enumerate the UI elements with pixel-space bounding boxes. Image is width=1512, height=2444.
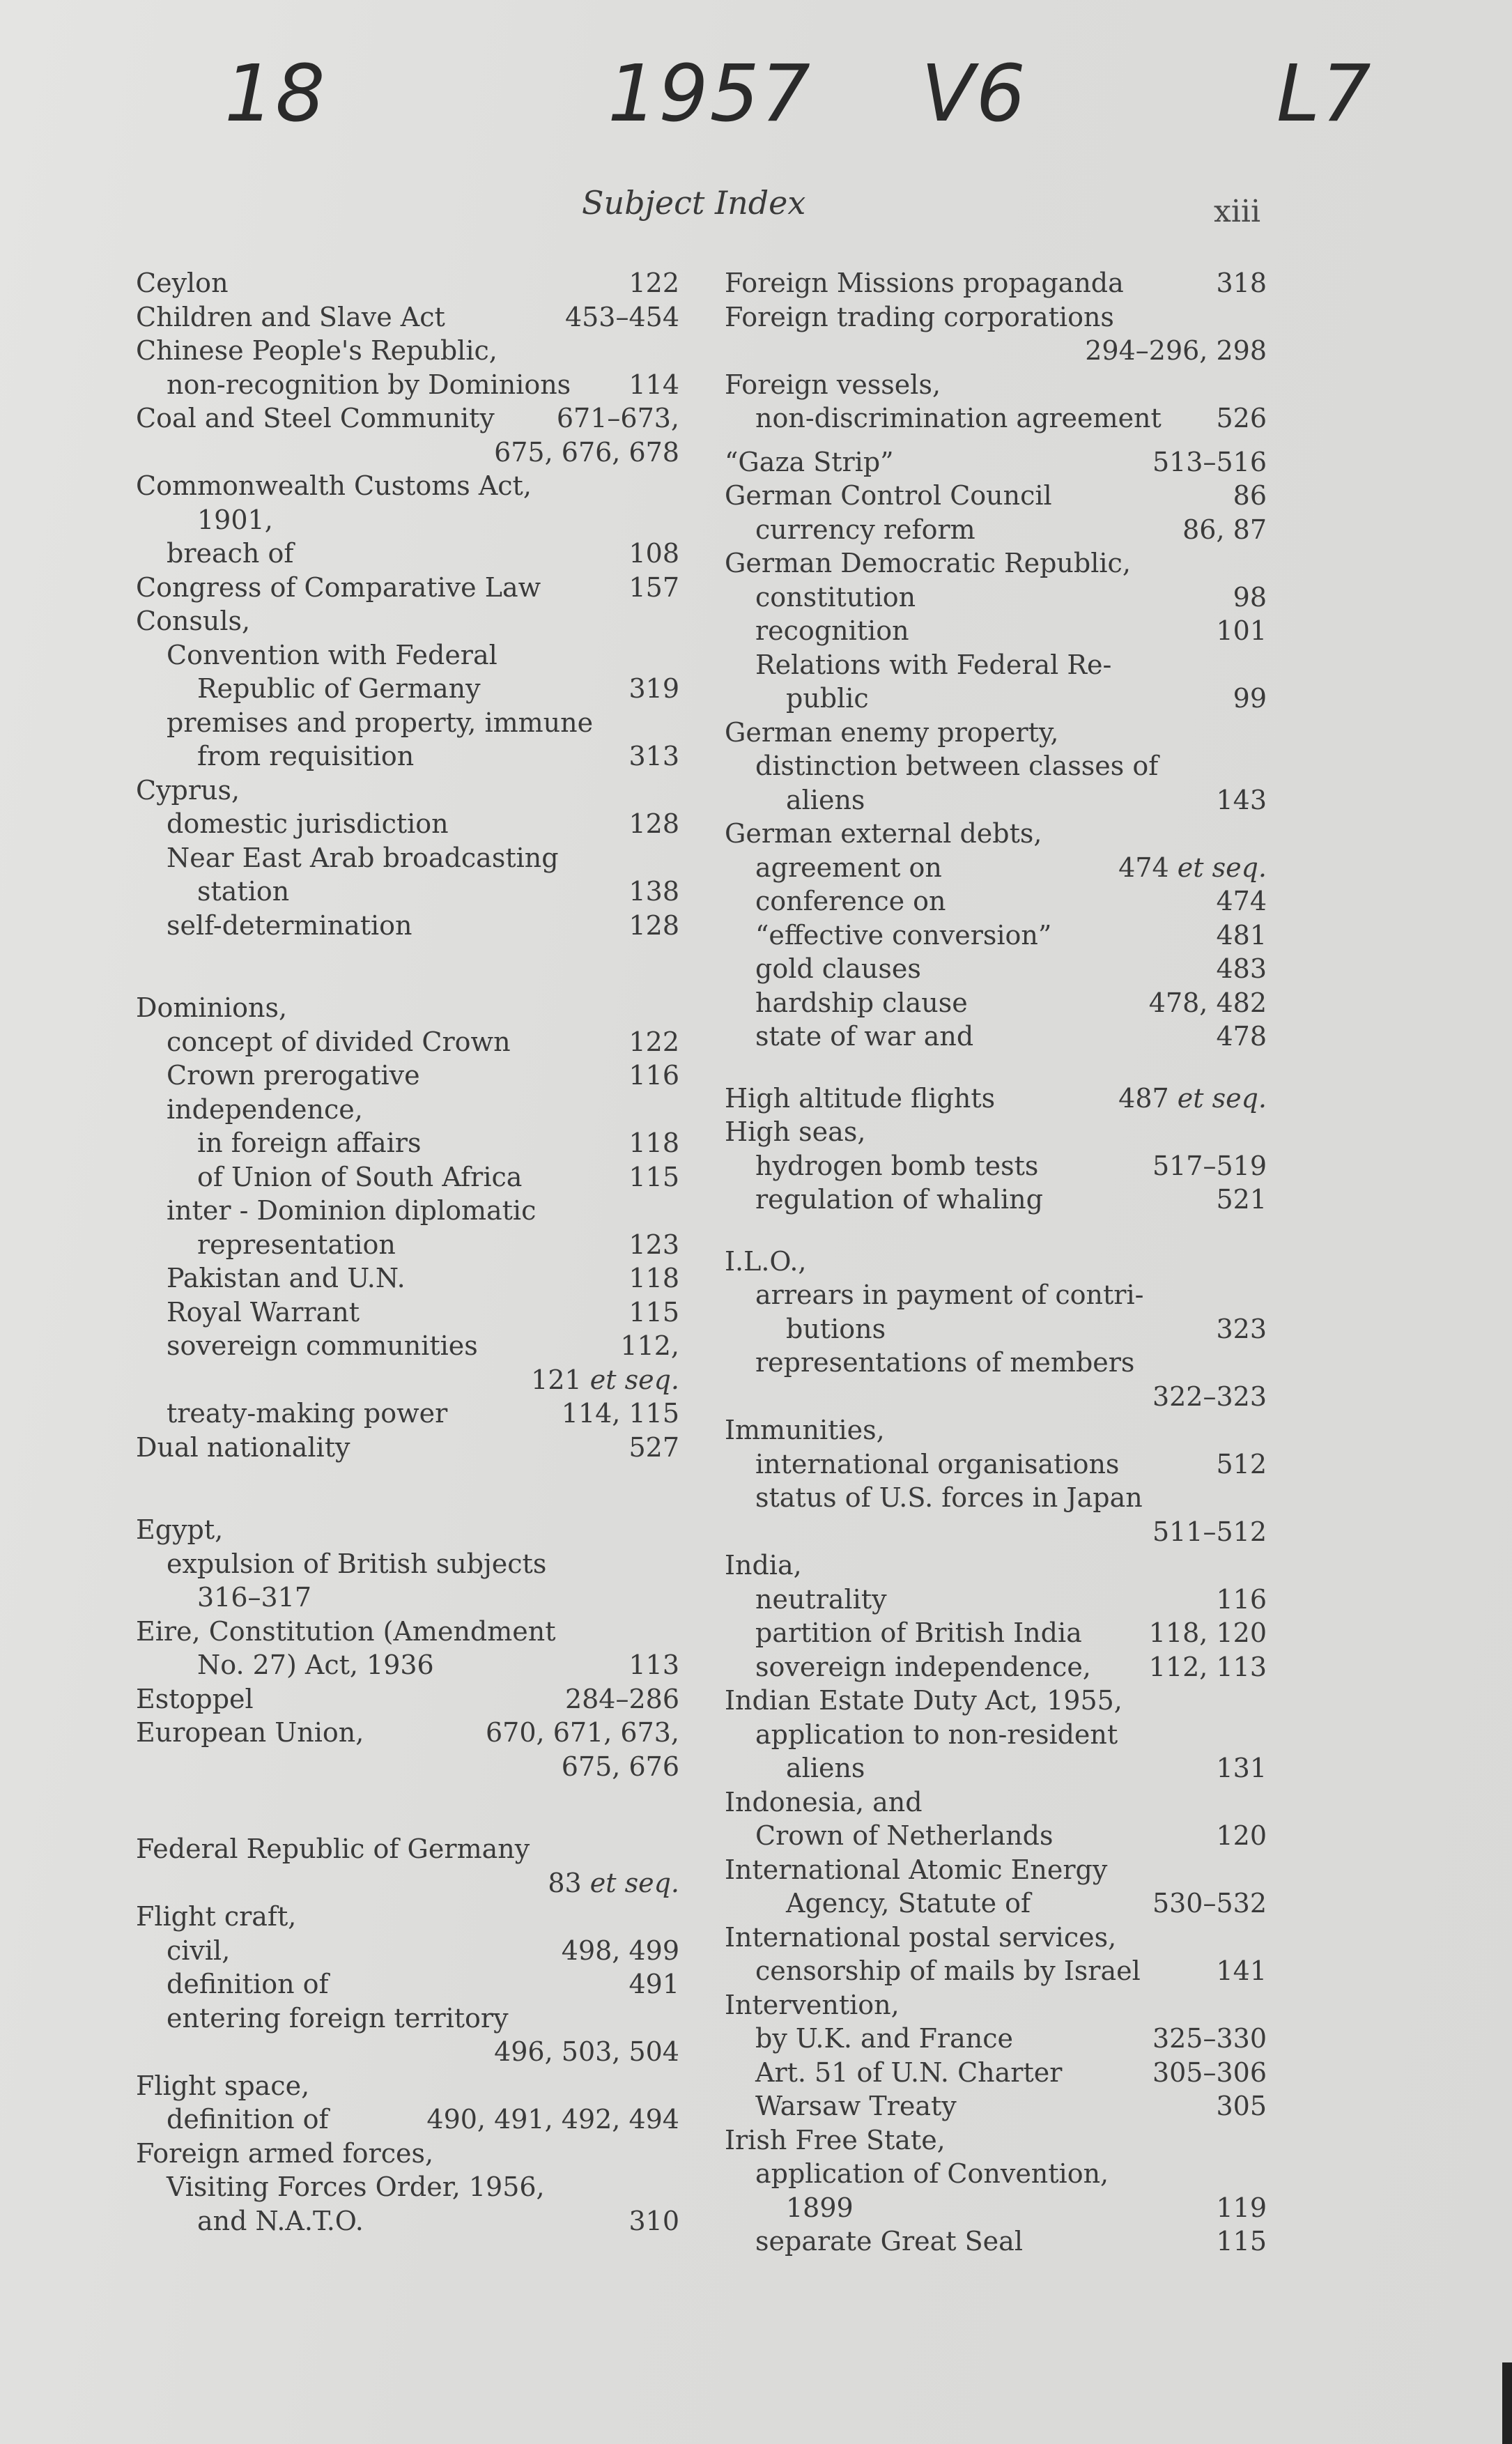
index-entry-term: Agency, Statute of — [786, 1888, 1031, 1919]
index-entry — [725, 1751, 1267, 1785]
index-entry — [725, 1583, 1267, 1617]
index-entry-pages: 115 — [628, 1296, 679, 1328]
index-entry-term: Royal Warrant — [167, 1296, 360, 1328]
index-entry-term: Ceylon — [136, 268, 229, 298]
index-entry-term: separate Great Seal — [755, 2226, 1023, 2257]
index-entry — [136, 706, 679, 740]
index-entry — [136, 841, 679, 875]
index-entry-term: aliens — [786, 784, 865, 815]
index-entry-pages: 115 — [1216, 2226, 1267, 2257]
index-entry-pages: 491 — [628, 1969, 679, 1999]
index-entry-term: currency reform — [755, 514, 975, 545]
index-entry-term: Commonwealth Customs Act, — [136, 470, 532, 501]
index-entry — [725, 1278, 1267, 1312]
index-entry-pages: 294–296, 298 — [1085, 335, 1267, 366]
index-entry-pages: 517–519 — [1152, 1150, 1267, 1181]
index-entry-term: agreement on — [755, 852, 942, 883]
index-entry — [725, 1988, 1267, 2022]
index-entry — [136, 300, 679, 335]
index-entry-pages: 121 et seq. — [531, 1364, 679, 1395]
index-entry — [136, 1547, 679, 1581]
index-entry — [725, 682, 1267, 716]
index-entry — [725, 749, 1267, 783]
index-entry-term: High altitude flights — [725, 1082, 996, 1114]
index-entry — [136, 1900, 679, 1934]
handwritten-note-4: L7 — [1276, 49, 1373, 139]
index-entry-term: International Atomic Energy — [725, 1854, 1108, 1885]
index-entry — [725, 1447, 1267, 1482]
index-entry-term: Federal Republic of Germany — [136, 1834, 530, 1864]
index-entry — [136, 1513, 679, 1547]
index-entry-term: Estoppel — [136, 1683, 254, 1714]
index-entry-term: Chinese People's Republic, — [136, 335, 497, 366]
index-entry — [725, 2089, 1267, 2123]
index-entry — [136, 1160, 679, 1194]
index-entry — [136, 2035, 679, 2069]
index-entry — [136, 875, 679, 909]
index-entry-term: of Union of South Africa — [197, 1161, 523, 1192]
index-entry — [725, 716, 1267, 750]
index-entry — [136, 638, 679, 673]
index-entry-term: non-recognition by Dominions — [167, 369, 571, 400]
index-entry — [136, 537, 679, 571]
index-entry — [725, 2123, 1267, 2158]
index-entry-term: Flight craft, — [136, 1901, 297, 1932]
index-entry — [725, 1183, 1267, 1217]
index-entry-pages: 141 — [1216, 1955, 1267, 1986]
index-entry-pages: 478 — [1216, 1021, 1267, 1052]
index-entry-term: treaty-making power — [167, 1398, 448, 1429]
index-entry — [136, 2204, 679, 2238]
index-entry-term: Indonesia, and — [725, 1786, 923, 1817]
index-entry-pages: 122 — [628, 268, 679, 298]
index-entry — [725, 1082, 1267, 1116]
index-entry-term: Foreign vessels, — [725, 369, 941, 400]
index-entry — [725, 266, 1267, 300]
index-entry-term: public — [786, 683, 869, 714]
index-entry-pages: 496, 503, 504 — [494, 2036, 679, 2067]
index-entry-term: state of war and — [755, 1021, 974, 1052]
index-entry-term: Art. 51 of U.N. Charter — [755, 2057, 1063, 2088]
index-entry-term: 1901, — [197, 504, 273, 535]
index-entry-term: Foreign trading corporations — [725, 301, 1114, 332]
index-entry-term: international organisations — [755, 1448, 1120, 1480]
index-entry-term: station — [197, 876, 290, 907]
index-entry — [136, 604, 679, 638]
index-entry-pages: 478, 482 — [1148, 987, 1267, 1018]
index-entry-term: Dominions, — [136, 992, 288, 1023]
index-entry-term: Eire, Constitution (Amendment — [136, 1615, 556, 1647]
index-entry — [136, 571, 679, 605]
index-entry — [725, 1149, 1267, 1183]
index-entry — [136, 266, 679, 300]
index-entry-pages: 453–454 — [564, 301, 679, 332]
index-entry-term: by U.K. and France — [755, 2023, 1013, 2054]
index-entry-term: domestic jurisdiction — [167, 808, 449, 839]
index-entry-term: Convention with Federal — [167, 639, 497, 670]
index-entry — [136, 1682, 679, 1716]
index-entry — [136, 1059, 679, 1093]
index-entry-pages: 530–532 — [1152, 1888, 1267, 1919]
index-entry-term: and N.A.T.O. — [197, 2205, 364, 2236]
index-entry — [725, 2224, 1267, 2259]
index-entry-pages: 305–306 — [1152, 2057, 1267, 2088]
index-entry-term: German external debts, — [725, 818, 1042, 849]
index-entry — [136, 2103, 679, 2137]
index-column-left — [136, 266, 679, 2238]
index-entry-pages: 284–286 — [564, 1683, 679, 1714]
index-entry — [136, 774, 679, 808]
index-entry-term: entering foreign territory — [167, 2002, 509, 2034]
index-entry — [725, 2056, 1267, 2090]
index-entry — [725, 334, 1267, 368]
index-entry-pages: 131 — [1216, 1753, 1267, 1783]
index-entry — [725, 986, 1267, 1020]
index-entry-term: German enemy property, — [725, 716, 1059, 748]
index-entry — [136, 334, 679, 368]
index-entry — [136, 1329, 679, 1363]
index-entry — [136, 368, 679, 402]
index-entry — [136, 1093, 679, 1127]
index-entry — [136, 672, 679, 706]
index-entry-term: hydrogen bomb tests — [755, 1150, 1039, 1181]
index-entry-pages: 115 — [628, 1161, 679, 1192]
index-entry — [725, 1886, 1267, 1921]
index-entry-term: Dual nationality — [136, 1431, 350, 1463]
index-entry-pages: 122 — [628, 1026, 679, 1057]
index-entry-pages: 118, 120 — [1148, 1617, 1267, 1648]
index-entry — [725, 1921, 1267, 1955]
index-entry-term: premises and property, immune — [167, 707, 594, 738]
index-entry-pages: 481 — [1216, 919, 1267, 951]
index-entry — [725, 919, 1267, 953]
index-entry-pages: 108 — [628, 538, 679, 569]
index-entry-pages: 512 — [1216, 1448, 1267, 1480]
index-entry-term: “effective conversion” — [755, 919, 1052, 951]
index-entry-term: Cyprus, — [136, 774, 240, 806]
index-entry — [136, 1716, 679, 1750]
index-entry-pages: 483 — [1216, 953, 1267, 984]
index-entry — [725, 851, 1267, 885]
handwritten-note-1: 18 — [224, 49, 327, 139]
index-entry-pages: 675, 676, 678 — [494, 436, 679, 468]
index-entry — [136, 1615, 679, 1649]
index-entry-pages: 521 — [1216, 1184, 1267, 1215]
index-entry-term: censorship of mails by Israel — [755, 1955, 1141, 1986]
index-column-right — [725, 266, 1267, 2259]
index-entry-term: High seas, — [725, 1116, 866, 1147]
index-entry — [725, 1380, 1267, 1414]
index-entry-pages: 675, 676 — [561, 1751, 679, 1782]
index-entry-term: No. 27) Act, 1936 — [197, 1650, 434, 1680]
index-entry-pages: 474 et seq. — [1118, 852, 1267, 883]
page-number: xiii — [1214, 194, 1261, 229]
index-entry — [725, 1413, 1267, 1447]
index-entry — [725, 2191, 1267, 2225]
index-entry-pages: 113 — [628, 1650, 679, 1680]
index-entry-pages: 487 et seq. — [1118, 1082, 1267, 1114]
index-entry-term: Crown prerogative — [167, 1060, 420, 1091]
index-entry-term: status of U.S. forces in Japan — [755, 1482, 1143, 1513]
index-entry-term: expulsion of British subjects — [167, 1548, 547, 1579]
index-entry — [725, 581, 1267, 615]
index-entry — [725, 401, 1267, 436]
index-entry-pages: 99 — [1233, 683, 1267, 714]
index-entry — [136, 1397, 679, 1431]
index-entry — [725, 1718, 1267, 1752]
index-entry — [725, 2022, 1267, 2056]
index-entry — [136, 991, 679, 1025]
index-entry-pages: 498, 499 — [561, 1935, 679, 1966]
index-entry-pages: 119 — [1216, 2192, 1267, 2223]
index-entry — [136, 2069, 679, 2103]
index-entry — [725, 1020, 1267, 1054]
index-entry-term: Consuls, — [136, 606, 251, 636]
index-entry-term: conference on — [755, 886, 946, 916]
index-entry-term: recognition — [755, 615, 909, 646]
index-entry-pages: 319 — [628, 673, 679, 704]
index-entry-pages: 98 — [1233, 581, 1267, 613]
index-entry — [725, 884, 1267, 919]
index-entry-pages: 118 — [628, 1263, 679, 1293]
index-entry-pages: 114, 115 — [561, 1398, 679, 1429]
index-entry — [136, 739, 679, 774]
index-entry-term: Immunities, — [725, 1415, 885, 1445]
index-entry-term: butions — [786, 1313, 886, 1344]
index-entry-term: Irish Free State, — [725, 2124, 946, 2155]
index-entry-term: sovereign communities — [167, 1330, 478, 1361]
index-entry-term: Visiting Forces Order, 1956, — [167, 2172, 545, 2202]
index-entry — [136, 2137, 679, 2171]
index-entry-term: Foreign Missions propaganda — [725, 268, 1124, 298]
index-entry — [725, 783, 1267, 817]
index-entry-pages: 112, 113 — [1148, 1651, 1267, 1682]
index-entry-term: Intervention, — [725, 1989, 900, 2020]
index-entry-term: aliens — [786, 1753, 865, 1783]
index-entry-term: Near East Arab broadcasting — [167, 842, 559, 873]
index-entry-term: “Gaza Strip” — [725, 446, 894, 477]
index-entry — [136, 503, 679, 537]
index-entry — [136, 1581, 679, 1615]
index-entry-pages: 322–323 — [1152, 1381, 1267, 1412]
index-entry — [136, 1363, 679, 1397]
running-title: Subject Index — [582, 184, 806, 222]
index-entry-term: Warsaw Treaty — [755, 2091, 957, 2121]
index-entry-term: independence, — [167, 1093, 363, 1125]
index-entry-term: definition of — [167, 1969, 329, 1999]
index-entry — [136, 1934, 679, 1968]
index-entry — [725, 1515, 1267, 1549]
index-entry — [725, 1481, 1267, 1515]
index-entry-term: German Democratic Republic, — [725, 548, 1131, 578]
index-entry — [725, 614, 1267, 648]
index-entry-pages: 83 et seq. — [548, 1867, 679, 1898]
index-entry-term: Coal and Steel Community — [136, 403, 495, 433]
index-entry-term: application of Convention, — [755, 2158, 1109, 2189]
index-entry-term: self-determination — [167, 909, 412, 941]
index-entry-term: arrears in payment of contri- — [755, 1279, 1144, 1310]
index-entry-term: gold clauses — [755, 953, 921, 984]
index-entry-term: representation — [197, 1229, 396, 1260]
index-entry-term: breach of — [167, 538, 294, 569]
index-entry — [725, 817, 1267, 851]
index-entry-term: distinction between classes of — [755, 751, 1159, 781]
index-entry — [136, 2170, 679, 2204]
index-entry — [136, 1866, 679, 1900]
index-entry — [725, 445, 1267, 479]
index-entry-term: representations of members — [755, 1347, 1135, 1378]
index-entry-term: hardship clause — [755, 987, 968, 1018]
index-entry-pages: 116 — [628, 1060, 679, 1091]
index-entry-term: from requisition — [197, 741, 415, 771]
index-entry — [725, 1616, 1267, 1650]
index-entry-pages: 526 — [1216, 403, 1267, 433]
index-entry-pages: 511–512 — [1152, 1516, 1267, 1547]
index-entry-pages: 325–330 — [1152, 2023, 1267, 2054]
index-entry-term: neutrality — [755, 1583, 887, 1615]
index-entry-pages: 490, 491, 492, 494 — [426, 2104, 679, 2135]
index-entry-term: inter - Dominion diplomatic — [167, 1195, 537, 1226]
index-entry — [136, 1750, 679, 1784]
index-entry — [136, 807, 679, 841]
index-entry-pages: 101 — [1216, 615, 1267, 646]
index-entry-term: partition of British India — [755, 1617, 1082, 1648]
index-entry-pages: 474 — [1216, 886, 1267, 916]
index-entry — [136, 469, 679, 503]
index-entry-term: Crown of Netherlands — [755, 1820, 1054, 1851]
index-entry-term: I.L.O., — [725, 1245, 807, 1277]
index-entry-pages: 128 — [628, 909, 679, 941]
index-entry — [136, 1126, 679, 1160]
index-entry-pages: 318 — [1216, 268, 1267, 298]
index-entry-pages: 128 — [628, 808, 679, 839]
index-entry-term: European Union, — [136, 1717, 364, 1748]
index-entry — [725, 1346, 1267, 1380]
index-entry — [725, 513, 1267, 547]
index-entry-term: Egypt, — [136, 1514, 224, 1545]
index-entry — [725, 368, 1267, 402]
index-entry-term: application to non-resident — [755, 1719, 1118, 1750]
index-entry-term: in foreign affairs — [197, 1128, 422, 1158]
index-entry-term: concept of divided Crown — [167, 1026, 511, 1057]
handwritten-note-2: 1957 — [608, 49, 812, 139]
index-entry — [136, 401, 679, 436]
index-entry — [725, 1115, 1267, 1149]
index-entry — [725, 952, 1267, 986]
index-entry — [136, 1261, 679, 1296]
index-entry-term: Republic of Germany — [197, 673, 481, 704]
index-entry — [136, 1648, 679, 1682]
page-edge-shadow — [1502, 2362, 1512, 2444]
index-entry-term: definition of — [167, 2104, 329, 2135]
index-entry-term: German Control Council — [725, 480, 1052, 511]
index-entry — [725, 1954, 1267, 1988]
index-entry-term: International postal services, — [725, 1921, 1117, 1953]
index-entry — [725, 1548, 1267, 1583]
index-entry-pages: 527 — [628, 1431, 679, 1463]
index-entry-term: India, — [725, 1550, 802, 1581]
index-entry-term: sovereign independence, — [755, 1651, 1091, 1682]
index-entry — [725, 1245, 1267, 1279]
index-entry-term: 1899 — [786, 2192, 854, 2223]
index-entry-pages: 670, 671, 673, — [486, 1717, 679, 1748]
index-entry-pages: 114 — [628, 369, 679, 400]
index-entry-pages: 310 — [628, 2205, 679, 2236]
handwritten-note-3: V6 — [921, 49, 1027, 139]
index-entry — [136, 1431, 679, 1465]
index-entry-pages: 86 — [1233, 480, 1267, 511]
index-entry — [136, 1296, 679, 1330]
index-entry-term: 316–317 — [197, 1582, 312, 1613]
index-entry-pages: 112, — [620, 1330, 679, 1361]
index-entry — [136, 436, 679, 470]
index-entry-pages: 86, 87 — [1182, 514, 1267, 545]
index-entry — [136, 1967, 679, 2001]
index-entry-pages: 157 — [628, 571, 679, 603]
index-entry-term: Indian Estate Duty Act, 1955, — [725, 1685, 1123, 1716]
index-entry-term: Congress of Comparative Law — [136, 571, 541, 603]
index-entry — [136, 1832, 679, 1866]
index-entry-term: Foreign armed forces, — [136, 2137, 434, 2169]
index-entry-term: constitution — [755, 581, 916, 613]
index-entry-pages: 143 — [1216, 784, 1267, 815]
index-entry-pages: 323 — [1216, 1313, 1267, 1344]
index-entry-term: civil, — [167, 1935, 231, 1966]
index-entry — [725, 300, 1267, 335]
index-entry-term: Pakistan and U.N. — [167, 1263, 406, 1293]
index-entry — [725, 648, 1267, 682]
index-entry — [725, 1853, 1267, 1887]
index-entry — [725, 1650, 1267, 1684]
index-entry-term: Children and Slave Act — [136, 301, 445, 332]
index-entry-pages: 116 — [1216, 1583, 1267, 1615]
index-entry-pages: 671–673, — [556, 403, 679, 433]
index-entry — [136, 909, 679, 943]
index-entry-term: Relations with Federal Re- — [755, 649, 1112, 680]
index-entry-pages: 313 — [628, 741, 679, 771]
index-entry — [725, 1785, 1267, 1820]
index-entry-pages: 305 — [1216, 2091, 1267, 2121]
index-entry — [725, 1312, 1267, 1346]
index-entry — [136, 1194, 679, 1228]
index-entry-pages: 513–516 — [1152, 446, 1267, 477]
index-entry-term: Flight space, — [136, 2070, 310, 2101]
index-entry-term: non-discrimination agreement — [755, 403, 1162, 433]
index-entry — [136, 2001, 679, 2036]
index-entry-pages: 118 — [628, 1128, 679, 1158]
index-entry-pages: 138 — [628, 876, 679, 907]
index-entry — [725, 1819, 1267, 1853]
index-entry-pages: 123 — [628, 1229, 679, 1260]
index-entry — [725, 479, 1267, 513]
index-entry-pages: 120 — [1216, 1820, 1267, 1851]
index-entry — [725, 546, 1267, 581]
index-entry — [725, 1684, 1267, 1718]
index-entry — [725, 2157, 1267, 2191]
index-entry-term: regulation of whaling — [755, 1184, 1043, 1215]
index-entry — [136, 1025, 679, 1059]
index-entry — [136, 1228, 679, 1262]
